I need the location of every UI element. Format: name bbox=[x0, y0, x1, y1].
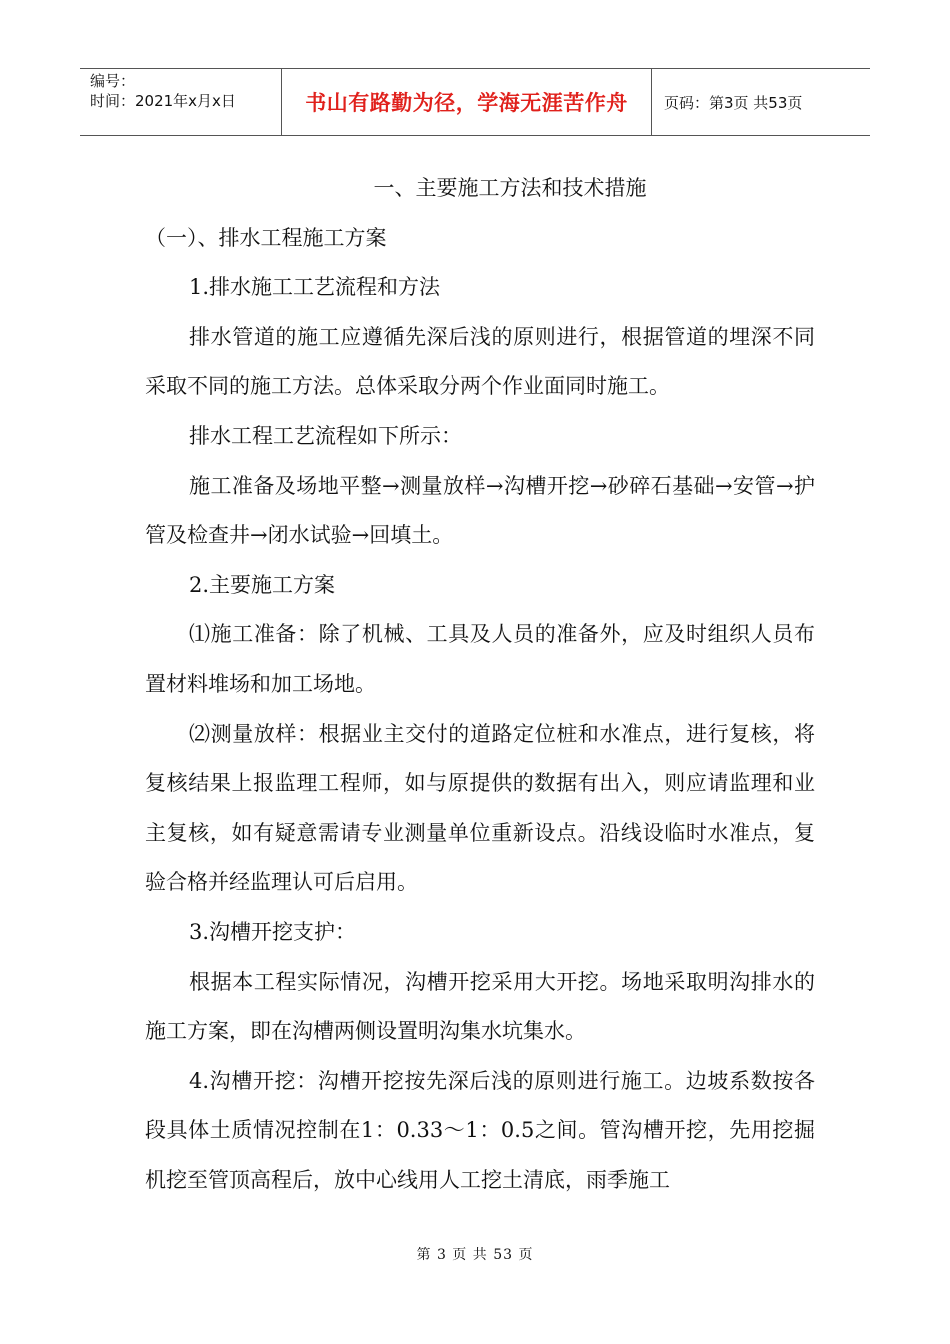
paragraph: 施工准备及场地平整→测量放样→沟槽开挖→砂碎石基础→安管→护管及检查井→闭水试验→回填土。 bbox=[145, 473, 815, 548]
page-header bbox=[80, 68, 870, 136]
time-label: 时间：2021年x月x日 bbox=[90, 92, 236, 110]
paragraph: 4.沟槽开挖：沟槽开挖按先深后浅的原则进行施工。边坡系数按各段具体土质情况控制在1：0.33～1：0.5之间。管沟槽开挖，先用挖掘机挖至管顶高程后，放中心线用人工挖土清底，雨季施工 bbox=[145, 1068, 815, 1192]
header-motto: 书山有路勤为径，学海无涯苦作舟 bbox=[282, 69, 652, 135]
section-heading: （一）、排水工程施工方案 bbox=[145, 225, 387, 250]
header-meta bbox=[80, 69, 282, 135]
paragraph: 排水管道的施工应遵循先深后浅的原则进行，根据管道的埋深不同采取不同的施工方法。总体采取分两个作业面同时施工。 bbox=[145, 324, 815, 399]
paragraph: ⑴施工准备：除了机械、工具及人员的准备外，应及时组织人员布置材料堆场和加工场地。 bbox=[145, 622, 815, 696]
page-footer: 第 3 页 共 53 页 bbox=[416, 1247, 534, 1263]
document-title: 一、主要施工方法和技术措施 bbox=[373, 176, 647, 200]
paragraph: 2.主要施工方案 bbox=[189, 572, 336, 597]
document-body bbox=[145, 164, 815, 1205]
paragraph: 根据本工程实际情况，沟槽开挖采用大开挖。场地采取明沟排水的施工方案，即在沟槽两侧设置明沟集水坑集水。 bbox=[145, 969, 815, 1044]
paragraph: ⑵测量放样：根据业主交付的道路定位桩和水准点，进行复核，将复核结果上报监理工程师，如与原提供的数据有出入，则应请监理和业主复核，如有疑意需请专业测量单位重新设点。沿线设临时水准点，复验合格并经监理认可后启用。 bbox=[145, 721, 815, 895]
paragraph: 3.沟槽开挖支护： bbox=[189, 919, 357, 944]
header-page-info: 页码：第3页 共53页 bbox=[664, 93, 803, 112]
serial-label: 编号： bbox=[90, 72, 136, 90]
paragraph: 排水工程工艺流程如下所示： bbox=[189, 423, 462, 448]
paragraph: 1.排水施工工艺流程和方法 bbox=[189, 275, 441, 300]
